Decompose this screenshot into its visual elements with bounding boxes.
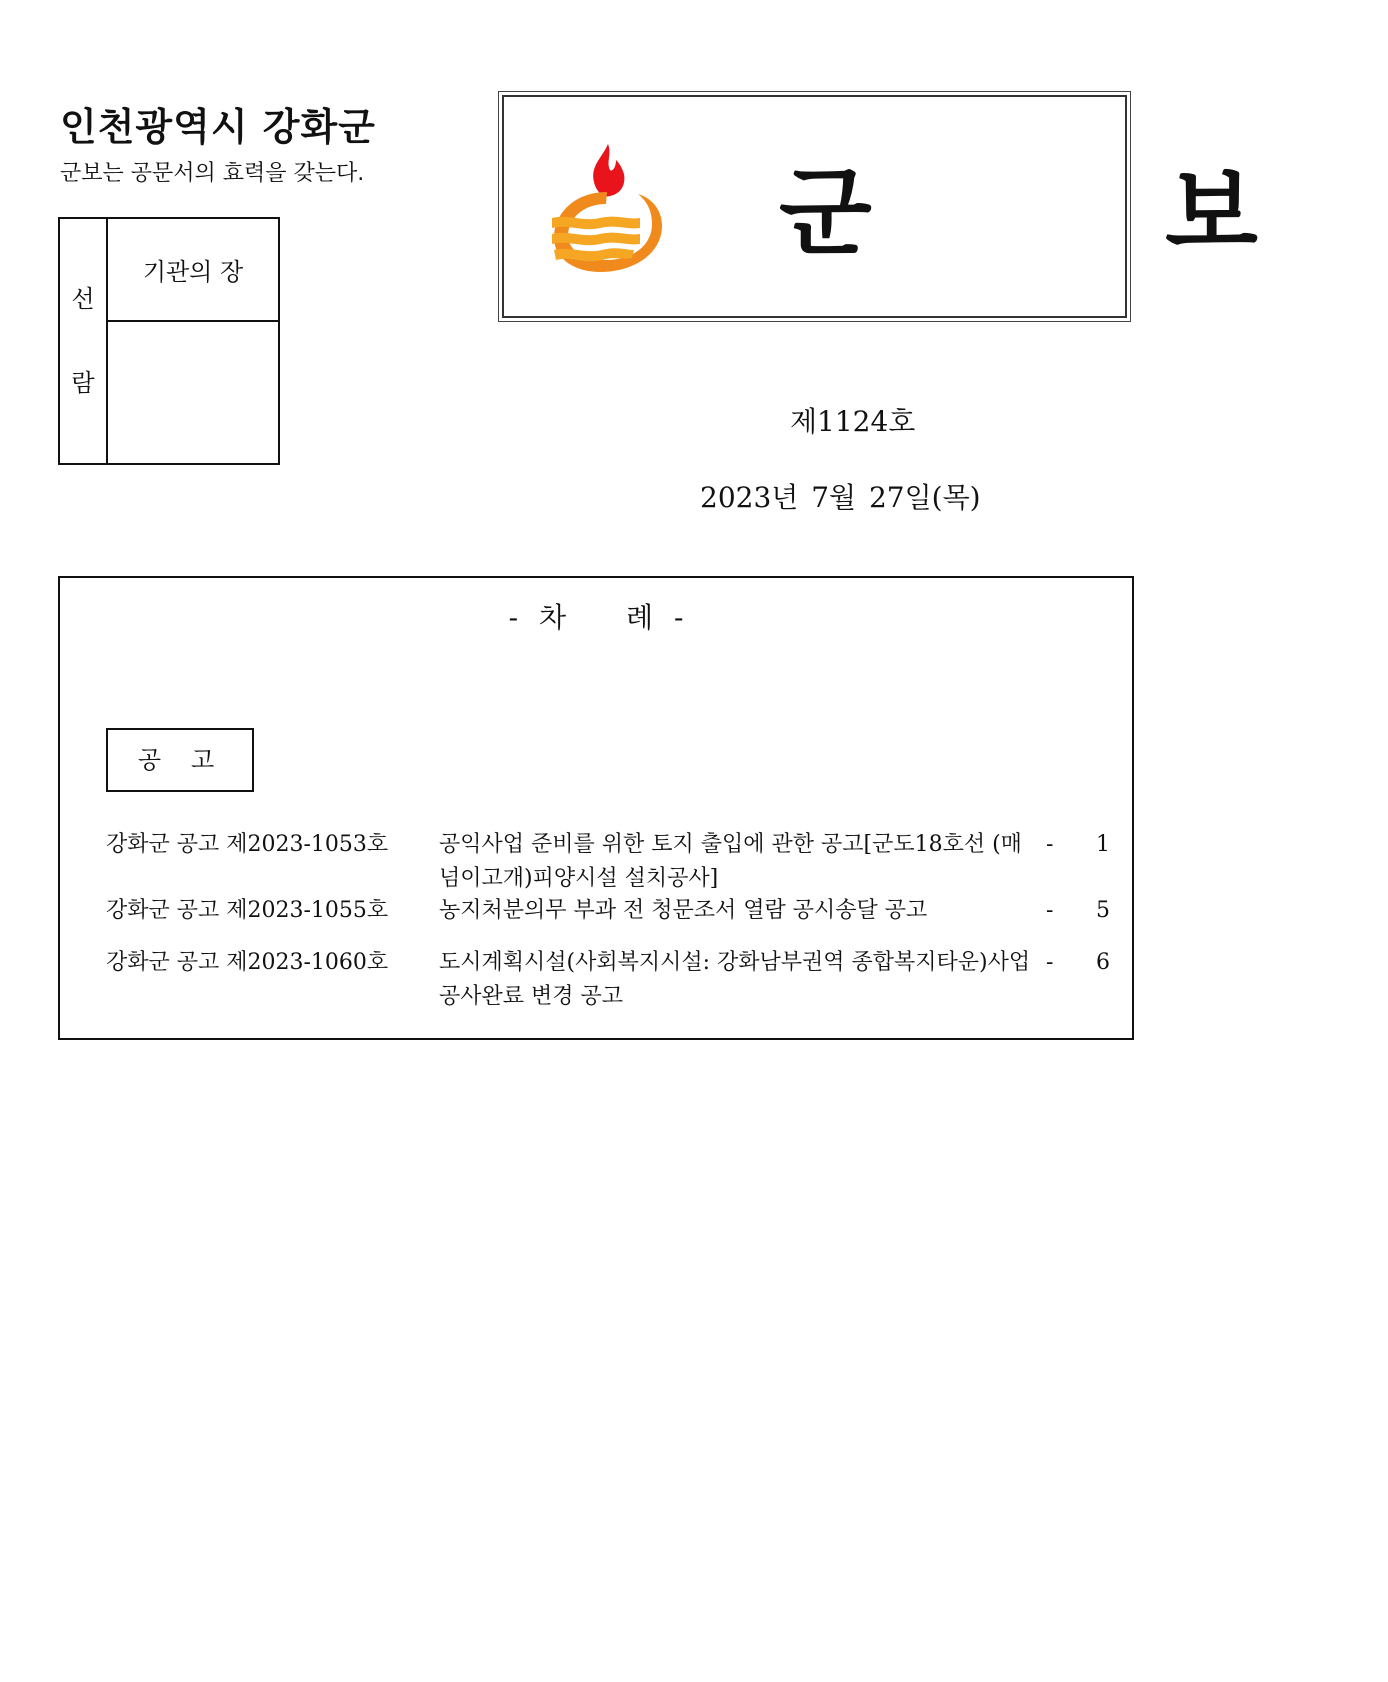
toc-title-right: 례 - [626, 601, 684, 634]
masthead-frame [502, 95, 1388, 318]
toc-entries [106, 828, 1110, 1014]
entry-number: 강화군 공고 제2023-1060호 [106, 950, 389, 975]
issue-number: 제1124호 [790, 405, 916, 438]
entry-dash: - [1046, 950, 1054, 975]
table-of-contents [58, 576, 1134, 1040]
toc-title [60, 596, 1132, 636]
circulation-side-char-2: 람 [71, 369, 95, 397]
circulation-signature-cell [107, 321, 279, 464]
entry-title[interactable]: 농지처분의무 부과 전 청문조서 열람 공시송달 공고 [439, 898, 928, 923]
organization-name: 인천광역시 강화군 [60, 105, 376, 149]
toc-entry[interactable] [106, 946, 1110, 1014]
entry-page: 5 [1096, 898, 1110, 923]
masthead [498, 91, 1388, 322]
entry-title[interactable]: 도시계획시설(사회복지시설: 강화남부권역 종합복지타운)사업 공사완료 변경 공고 [439, 950, 1031, 1009]
circulation-side-char-1: 선 [71, 285, 95, 313]
entry-number: 강화군 공고 제2023-1053호 [106, 832, 389, 857]
entry-dash: - [1046, 832, 1054, 857]
entry-page: 6 [1096, 950, 1110, 975]
entry-number: 강화군 공고 제2023-1055호 [106, 898, 389, 923]
circulation-side-label [59, 218, 107, 464]
toc-entry[interactable] [106, 894, 1110, 928]
toc-title-left: - 차 [508, 601, 566, 634]
emblem-ring [554, 192, 662, 272]
entry-page: 1 [1096, 832, 1110, 857]
gangwha-emblem-icon [544, 142, 670, 274]
issue-date: 2023년 7월 27일(목) [700, 481, 981, 514]
circulation-head-label: 기관의 장 [107, 218, 279, 321]
section-label: 공고 [106, 728, 254, 792]
entry-dash: - [1046, 898, 1054, 923]
entry-title[interactable]: 공익사업 준비를 위한 토지 출입에 관한 공고[군도18호선 (매넘이고개)피양시설 설치공사] [439, 832, 1022, 891]
masthead-title: 군 보 [779, 157, 1388, 269]
tagline: 군보는 공문서의 효력을 갖는다. [60, 161, 365, 186]
circulation-box [58, 217, 280, 465]
emblem-flame [593, 144, 624, 196]
toc-entry[interactable] [106, 828, 1110, 896]
